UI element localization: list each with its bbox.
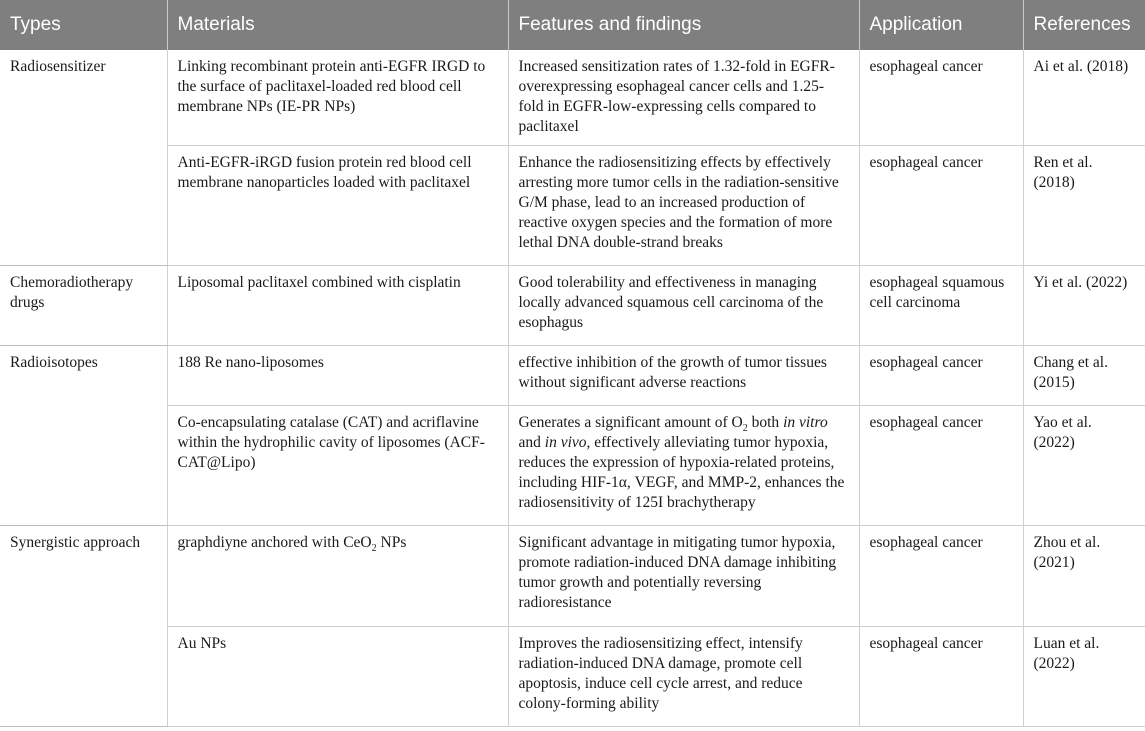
- header-application: Application: [859, 0, 1023, 50]
- features-cell: Increased sensitization rates of 1.32-fold in EGFR-overexpressing esophageal cancer cells and 1.25-fold in EGFR-low-expressing cells compared to paclitaxel: [508, 50, 859, 146]
- features-cell: [508, 406, 859, 526]
- italic-term: in vitro: [783, 414, 828, 431]
- material-cell: [167, 526, 508, 627]
- reference-cell: Luan et al. (2022): [1023, 627, 1145, 727]
- material-cell: Linking recombinant protein anti-EGFR IRGD to the surface of paclitaxel-loaded red blood cell membrane NPs (IE-PR NPs): [167, 50, 508, 146]
- features-text-part: both: [747, 414, 784, 431]
- table-row: [0, 146, 1145, 266]
- reference-cell: Yao et al. (2022): [1023, 406, 1145, 526]
- features-cell: effective inhibition of the growth of tumor tissues without significant adverse reactions: [508, 346, 859, 406]
- material-cell: Au NPs: [167, 627, 508, 727]
- features-cell: Good tolerability and effectiveness in managing locally advanced squamous cell carcinoma of the esophagus: [508, 266, 859, 346]
- type-cell: Synergistic approach: [0, 526, 167, 727]
- table-row: [0, 50, 1145, 146]
- material-cell: Co-encapsulating catalase (CAT) and acriflavine within the hydrophilic cavity of liposomes (ACF-CAT@Lipo): [167, 406, 508, 526]
- reference-cell: Ren et al. (2018): [1023, 146, 1145, 266]
- table-row: [0, 526, 1145, 627]
- material-cell: Liposomal paclitaxel combined with cisplatin: [167, 266, 508, 346]
- features-cell: Improves the radiosensitizing effect, intensify radiation-induced DNA damage, promote cell apoptosis, induce cell cycle arrest, and reduce colony-forming ability: [508, 627, 859, 727]
- features-text-part: and: [518, 434, 545, 451]
- italic-term: in vivo: [544, 434, 587, 451]
- table-row: [0, 346, 1145, 406]
- material-cell: Anti-EGFR-iRGD fusion protein red blood cell membrane nanoparticles loaded with paclitaxel: [167, 146, 508, 266]
- type-cell: Radiosensitizer: [0, 50, 167, 266]
- material-text-part: NPs: [376, 534, 407, 551]
- reference-cell: Chang et al. (2015): [1023, 346, 1145, 406]
- table-row: [0, 266, 1145, 346]
- subscript: 2: [742, 423, 748, 435]
- application-cell: esophageal cancer: [859, 406, 1023, 526]
- header-materials: Materials: [167, 0, 508, 50]
- header-features: Features and findings: [508, 0, 859, 50]
- features-cell: Enhance the radiosensitizing effects by effectively arresting more tumor cells in the radiation-sensitive G/M phase, lead to an increased production of reactive oxygen species and the formation of more lethal DNA double-strand breaks: [508, 146, 859, 266]
- application-cell: esophageal cancer: [859, 50, 1023, 146]
- application-cell: esophageal cancer: [859, 146, 1023, 266]
- header-types: Types: [0, 0, 167, 50]
- subscript: 2: [371, 543, 377, 555]
- header-references: References: [1023, 0, 1145, 50]
- application-cell: esophageal squamous cell carcinoma: [859, 266, 1023, 346]
- application-cell: esophageal cancer: [859, 346, 1023, 406]
- type-cell: Chemoradiotherapy drugs: [0, 266, 167, 346]
- header-row: [0, 0, 1145, 50]
- features-cell: Significant advantage in mitigating tumor hypoxia, promote radiation-induced DNA damage inhibiting tumor growth and potentially reversing radioresistance: [508, 526, 859, 627]
- application-cell: esophageal cancer: [859, 627, 1023, 727]
- features-text-part: Generates a significant amount of O: [518, 414, 743, 431]
- reference-cell: Zhou et al. (2021): [1023, 526, 1145, 627]
- material-text-part: graphdiyne anchored with CeO: [177, 534, 372, 551]
- table-row: [0, 406, 1145, 526]
- reference-cell: Yi et al. (2022): [1023, 266, 1145, 346]
- application-cell: esophageal cancer: [859, 526, 1023, 627]
- table-row: [0, 627, 1145, 727]
- type-cell: Radioisotopes: [0, 346, 167, 526]
- material-cell: 188 Re nano-liposomes: [167, 346, 508, 406]
- features-text-part: , effectively alleviating tumor hypoxia, reduces the expression of hypoxia-related proteins, including HIF-1α, VEGF, and MMP-2, enhances the radiosensitivity of 125I brachytherapy: [518, 434, 845, 511]
- reference-cell: Ai et al. (2018): [1023, 50, 1145, 146]
